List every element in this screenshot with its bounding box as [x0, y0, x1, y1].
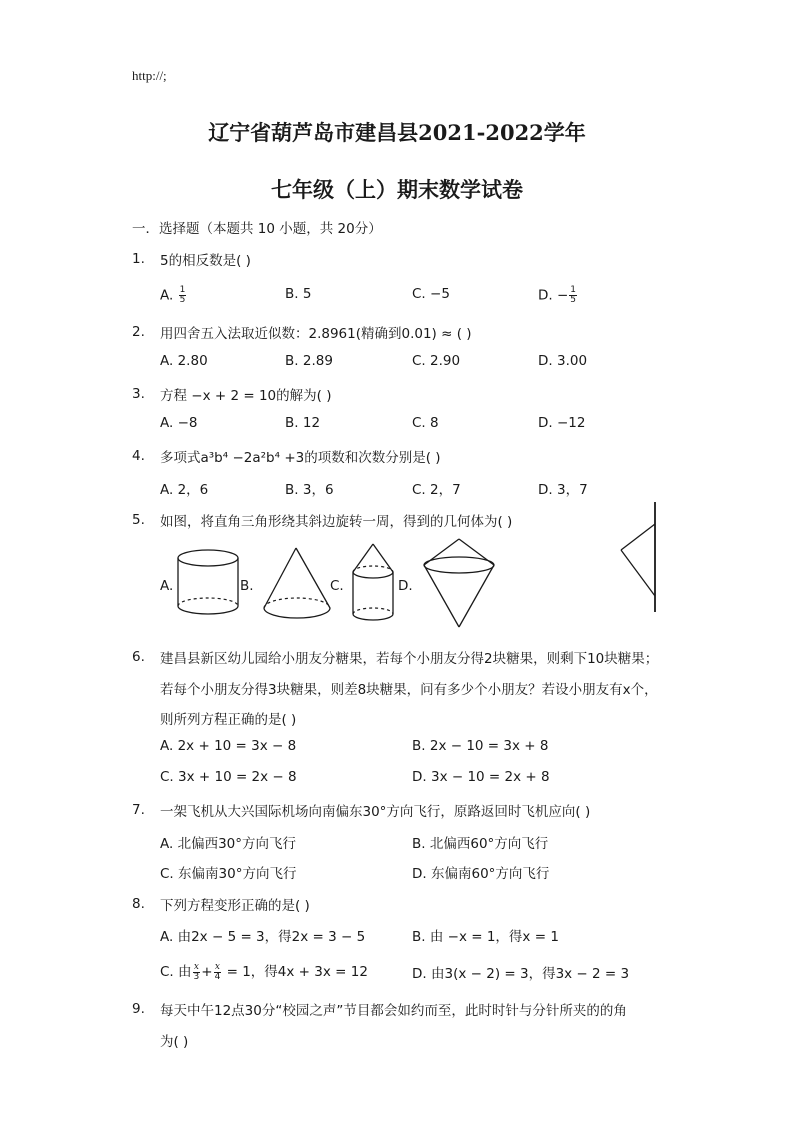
- option-b: [412, 925, 559, 945]
- option-value: −12: [556, 415, 586, 431]
- option-value: 由3(x − 2) = 3，得3x − 2 = 3: [430, 966, 630, 982]
- option-label: D.: [538, 482, 553, 498]
- option-d: [538, 478, 588, 498]
- option-b: [285, 415, 320, 431]
- fraction-denominator: 5: [570, 295, 577, 305]
- option-label: D.: [412, 769, 427, 785]
- option-suffix: = 1，得4x + 3x = 12: [222, 964, 368, 980]
- option-b: [285, 286, 311, 302]
- option-label: A.: [160, 578, 174, 594]
- option-c: [412, 353, 460, 369]
- option-d: [538, 286, 578, 305]
- question-text: 一架飞机从大兴国际机场向南偏东30°方向飞行，原路返回时飞机应向( ): [160, 804, 591, 820]
- question-number: 8.: [132, 896, 145, 912]
- option-a: [160, 925, 365, 945]
- option-value: 2x − 10 = 3x + 8: [429, 738, 549, 754]
- option-c: C. 由 $\frac{x}{3}$ + $\frac{x}{4}$ = 1，得4x + 3x = 12: [160, 961, 368, 982]
- fraction-numerator: x: [193, 961, 199, 972]
- option-a: [160, 832, 296, 852]
- option-value: 东偏南60°方向飞行: [430, 866, 550, 882]
- option-label: D.: [412, 866, 427, 882]
- exam-title-line1: 辽宁省葫芦岛市建昌县2021-2022学年: [208, 120, 586, 145]
- option-c: [412, 286, 450, 302]
- option-b: [285, 478, 334, 498]
- option-label: C.: [160, 964, 174, 980]
- section-heading: 一．选择题（本题共 10 小题，共 20分）: [132, 221, 382, 237]
- question-text: 方程 −x + 2 = 10的解为( ): [160, 388, 332, 404]
- option-value: 3，6: [302, 482, 334, 498]
- option-d: [412, 962, 629, 982]
- option-value: 2.80: [177, 353, 208, 369]
- question-text-line: 每天中午12点30分“校园之声”节目都会如约而至，此时时针与分针所夹的的角: [160, 1003, 627, 1019]
- option-c: [160, 769, 297, 785]
- option-c: [412, 415, 439, 431]
- question-number: 4.: [132, 448, 145, 464]
- option-value: 北偏西30°方向飞行: [177, 836, 297, 852]
- fraction-denominator: 3: [193, 971, 200, 982]
- option-value: 3x − 10 = 2x + 8: [430, 769, 550, 785]
- option-prefix: 由: [178, 964, 192, 980]
- question-number: 9.: [132, 1001, 145, 1017]
- option-label: B.: [285, 286, 299, 302]
- option-label: A.: [160, 836, 174, 852]
- question-text-line: 若每个小朋友分得3块糖果，则差8块糖果，问有多少个小朋友？若设小朋友有x个，: [160, 682, 658, 698]
- option-label: D.: [538, 287, 553, 304]
- question-number: 6.: [132, 649, 145, 665]
- option-label: B.: [240, 578, 254, 594]
- option-label: A.: [160, 287, 174, 304]
- question-number: 5.: [132, 512, 145, 528]
- cylinder-figure: [176, 548, 240, 616]
- right-triangle-figure: [618, 500, 662, 616]
- double-cone-figure: [421, 537, 497, 631]
- option-a: [160, 478, 208, 498]
- option-label: B.: [285, 415, 299, 431]
- option-value: 东偏南30°方向飞行: [178, 866, 297, 882]
- option-label: A.: [160, 929, 174, 945]
- cone-figure: [262, 546, 334, 624]
- option-c: [160, 862, 296, 882]
- fraction: [214, 963, 222, 982]
- fraction-numerator: 1: [179, 285, 186, 295]
- option-label: C.: [412, 415, 426, 431]
- option-a: [160, 353, 208, 369]
- header-url: http://;: [132, 68, 167, 83]
- option-value: 2，6: [177, 482, 209, 498]
- minus-sign: −: [556, 287, 569, 304]
- option-d: [538, 353, 587, 369]
- option-label: C.: [412, 286, 426, 302]
- option-label: B.: [412, 738, 426, 754]
- question-text-line: 则所列方程正确的是( ): [160, 712, 297, 728]
- question-text: 如图，将直角三角形绕其斜边旋转一周，得到的几何体为( ): [160, 514, 513, 530]
- option-value: 12: [302, 415, 321, 431]
- option-label: D.: [538, 415, 553, 431]
- option-d: [538, 415, 585, 431]
- fraction-numerator: x: [214, 961, 220, 972]
- fraction-denominator: 4: [214, 971, 221, 982]
- option-d: [412, 769, 550, 785]
- option-value: 5: [302, 286, 312, 302]
- question-text: 用四舍五入法取近似数：2.8961(精确到0.01) ≈ ( ): [160, 326, 472, 342]
- option-label: D.: [398, 578, 413, 594]
- question-text-line: 为( ): [160, 1034, 189, 1050]
- option-value: 2x + 10 = 3x − 8: [177, 738, 297, 754]
- fraction-numerator: 1: [570, 285, 577, 295]
- option-b: [285, 353, 333, 369]
- option-value: 2.90: [430, 353, 461, 369]
- option-b: [412, 832, 548, 852]
- question-number: 1.: [132, 251, 145, 267]
- fraction: [179, 286, 187, 305]
- option-label: A.: [160, 415, 174, 431]
- option-label: A.: [160, 353, 174, 369]
- option-a: [160, 286, 187, 305]
- option-value: 3x + 10 = 2x − 8: [178, 769, 297, 785]
- option-label: B.: [285, 482, 299, 498]
- option-value: 8: [430, 415, 439, 431]
- question-number: 7.: [132, 802, 145, 818]
- option-value: 2，7: [430, 482, 461, 498]
- option-label: B.: [285, 353, 299, 369]
- option-label: C.: [160, 769, 174, 785]
- option-d: [412, 862, 549, 882]
- fraction: [193, 963, 201, 982]
- option-value: 3.00: [556, 353, 588, 369]
- option-value: 2.89: [302, 353, 333, 369]
- option-label: C.: [160, 866, 174, 882]
- option-label: C.: [330, 578, 344, 594]
- option-label: D.: [412, 966, 427, 982]
- option-b: [412, 738, 548, 754]
- option-value: 3，7: [556, 482, 588, 498]
- option-label: C.: [412, 482, 426, 498]
- option-label: A.: [160, 738, 174, 754]
- option-label: A.: [160, 482, 174, 498]
- option-value: 由2x − 5 = 3，得2x = 3 − 5: [177, 929, 366, 945]
- question-text: 多项式a³b⁴ −2a²b⁴ +3的项数和次数分别是( ): [160, 450, 441, 466]
- cone-cylinder-figure: [351, 542, 397, 624]
- question-number: 2.: [132, 324, 145, 340]
- question-text: 5的相反数是( ): [160, 253, 251, 269]
- option-value: 北偏西60°方向飞行: [429, 836, 549, 852]
- option-label: D.: [538, 353, 553, 369]
- option-c: [412, 478, 461, 498]
- option-label: C.: [412, 353, 426, 369]
- option-value: 由 −x = 1，得x = 1: [429, 929, 559, 945]
- option-value: −8: [177, 415, 198, 431]
- fraction-denominator: 5: [179, 295, 186, 305]
- question-text: 下列方程变形正确的是( ): [160, 898, 310, 914]
- option-a: [160, 415, 198, 431]
- option-label: B.: [412, 929, 426, 945]
- fraction: [569, 286, 577, 305]
- option-value: −5: [430, 286, 450, 302]
- option-label: B.: [412, 836, 426, 852]
- exam-title-line2: 七年级（上）期末数学试卷: [271, 177, 523, 202]
- question-text-line: 建昌县新区幼儿园给小朋友分糖果，若每个小朋友分得2块糖果，则剩下10块糖果；: [160, 651, 659, 667]
- question-number: 3.: [132, 386, 145, 402]
- option-a: [160, 738, 296, 754]
